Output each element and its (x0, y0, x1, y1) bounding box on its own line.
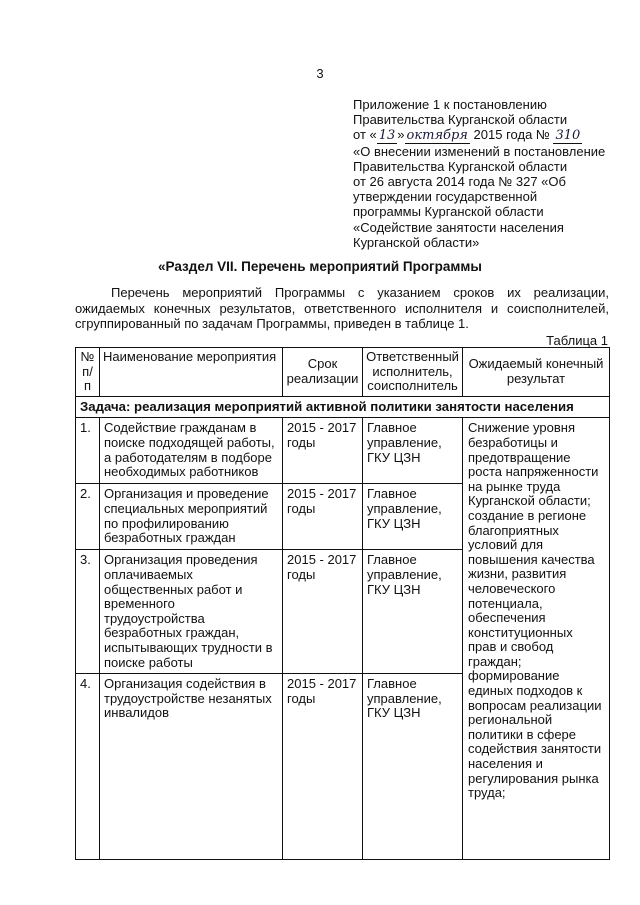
date-mid: » (397, 127, 405, 143)
row-num: 2. (76, 484, 100, 550)
expected-result: Снижение уровня безработицы и предотвращение роста напряженности на рынке труда Курганской области; создание в регионе благоприятных условий для повышения качества жизни, развития человеческого потенциала, обеспечения конституционных прав и свобод граждан; формирование единых подходов к вопросам реализации региональной политики в сфере содействия занятости населения и регулирования рынка труда; (463, 418, 610, 860)
appendix-line: программы Курганской области (353, 204, 544, 220)
task-title: Задача: реализация мероприятий активной политики занятости населения (76, 396, 610, 418)
table-label: Таблица 1 (546, 333, 608, 348)
row-term: 2015 - 2017 годы (283, 674, 363, 860)
row-num: 4. (76, 674, 100, 860)
row-responsible: Главное управление, ГКУ ЦЗН (363, 674, 463, 860)
row-name: Организация содействия в трудоустройстве незанятых инвалидов (100, 674, 283, 860)
handwritten-month: октября (406, 128, 468, 144)
table-header-row (76, 348, 610, 397)
row-name: Организация проведения оплачиваемых общественных работ и временного трудоустройства безработных граждан, испытывающих трудности в поиске работы (100, 550, 283, 674)
header-name: Наименование мероприятия (100, 348, 283, 397)
appendix-line: Курганской области» (353, 234, 480, 250)
header-term: Срок реализации (283, 348, 363, 397)
appendix-line: Правительства Курганской области (353, 158, 568, 174)
measures-table (75, 347, 610, 860)
appendix-line: «О внесении изменений в постановление (353, 143, 606, 159)
task-row (76, 396, 610, 418)
appendix-date-line (353, 127, 628, 143)
row-responsible: Главное управление, ГКУ ЦЗН (363, 418, 463, 484)
appendix-line: Приложение 1 к постановлению (353, 97, 547, 112)
page-number: 3 (316, 66, 324, 81)
header-responsible: Ответственный исполнитель, соисполнитель (363, 348, 463, 397)
appendix-line: «Содействие занятости населения (353, 219, 564, 235)
row-num: 1. (76, 418, 100, 484)
header-result: Ожидаемый конечный результат (463, 348, 610, 397)
handwritten-day: 13 (378, 128, 396, 144)
row-name: Содействие гражданам в поиске подходящей работы, а работодателям в подборе необходимых работников (100, 418, 283, 484)
row-name: Организация и проведение специальных мероприятий по профилированию безработных граждан (100, 484, 283, 550)
header-num: № п/п (76, 348, 100, 397)
row-term: 2015 - 2017 годы (283, 550, 363, 674)
section-title: «Раздел VII. Перечень мероприятий Программы (158, 259, 482, 274)
table-row (76, 418, 610, 484)
appendix-block (353, 97, 628, 250)
row-responsible: Главное управление, ГКУ ЦЗН (363, 550, 463, 674)
appendix-line: от 26 августа 2014 года № 327 «Об (353, 174, 566, 190)
row-num: 3. (76, 550, 100, 674)
row-term: 2015 - 2017 годы (283, 484, 363, 550)
appendix-line: утверждении государственной (353, 189, 538, 205)
row-term: 2015 - 2017 годы (283, 418, 363, 484)
date-prefix: от « (353, 127, 377, 143)
handwritten-number: 310 (555, 128, 581, 144)
row-responsible: Главное управление, ГКУ ЦЗН (363, 484, 463, 550)
appendix-line: Правительства Курганской области (353, 112, 568, 128)
date-year: 2015 года № (473, 127, 550, 143)
intro-text: Перечень мероприятий Программы с указанием сроков их реализации, ожидаемых конечных результатов, ответственного исполнителя и соисполнителей, сгруппированный по задачам Программы, приведен в таблице 1. (75, 285, 609, 331)
intro-paragraph (75, 285, 609, 332)
